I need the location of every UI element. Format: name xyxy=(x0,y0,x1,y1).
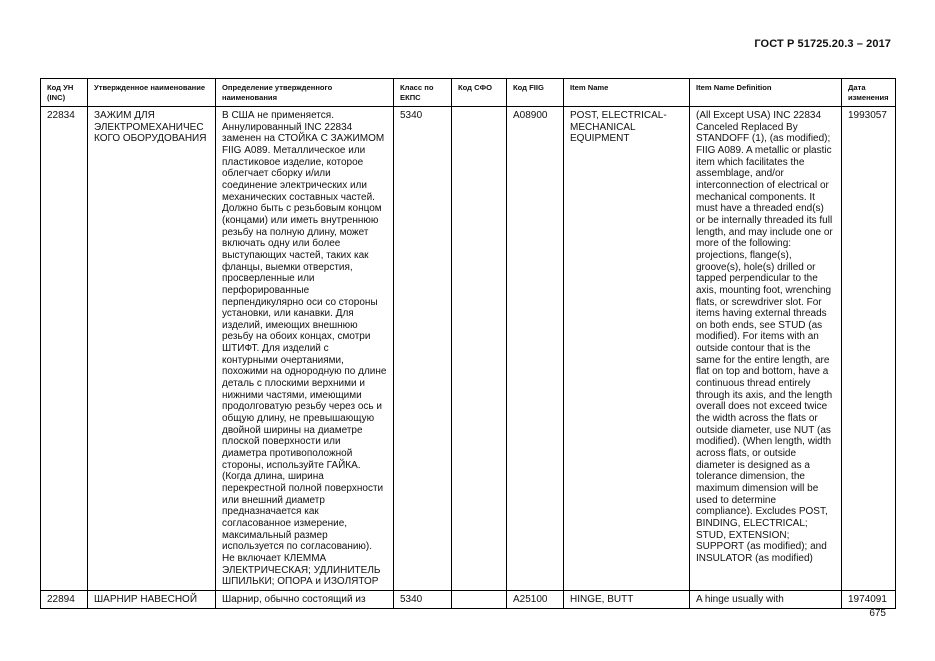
cell-fiig: A08900 xyxy=(507,107,564,591)
column-header-sfo: Код СФО xyxy=(452,79,507,107)
classification-table xyxy=(40,78,896,609)
column-header-code: Код УН (INC) xyxy=(41,79,88,107)
column-header-definition: Определение утвержденного наименования xyxy=(216,79,394,107)
cell-code: 22894 xyxy=(41,590,88,608)
cell-name: ШАРНИР НАВЕСНОЙ xyxy=(88,590,216,608)
cell-item-def: A hinge usually with xyxy=(690,590,842,608)
cell-sfo xyxy=(452,590,507,608)
column-header-item-name: Item Name xyxy=(564,79,690,107)
cell-date: 1974091 xyxy=(842,590,896,608)
page-number: 675 xyxy=(869,608,886,619)
table-row xyxy=(41,590,896,608)
cell-definition: В США не применяется. Аннулированный INC 22834 заменен на СТОЙКА С ЗАЖИМОМ FIIG А089. Металлическое или пластиковое изделие, которое облегчает сборку и/или соединение электрических или механических составных частей. Должно быть с резьбовым концом (концами) или иметь внутреннюю резьбу на полную длину, может включать одну или более выступающих частей, таких как фланцы, выемки отверстия, просверленные или перфорированные перпендикулярно оси со стороны установки, или канавки. Для изделий, имеющих внешнюю резьбу на обоих концах, смотри ШТИФТ. Для изделий с контурными очертаниями, похожими на однородную по длине деталь с плоскими верхними и нижними частями, имеющими продолговатую резьбу через ось и общую длину, не превышающую двойной ширины на диаметре плоской поверхности или диаметра противоположной стороны, используйте ГАЙКА. (Когда длина, ширина перекрестной полной поверхности или внешний диаметр предназначается как согласованное измерение, максимальный размер используется по согласованию). Не включает КЛЕММА ЭЛЕКТРИЧЕСКАЯ; УДЛИНИТЕЛЬ ШПИЛЬКИ; ОПОРА и ИЗОЛЯТОР xyxy=(216,107,394,591)
cell-sfo xyxy=(452,107,507,591)
cell-ekps: 5340 xyxy=(394,107,452,591)
column-header-fiig: Код FIIG xyxy=(507,79,564,107)
column-header-ekps: Класс по ЕКПС xyxy=(394,79,452,107)
cell-item-def: (All Except USA) INC 22834 Canceled Replaced By STANDOFF (1), (as modified); FIIG A089. A metallic or plastic item which facilitates the assemblage, and/or interconnection of electrical or mechanical components. It must have a threaded end(s) or be internally threaded its full length, and may include one or more of the following: projections, flange(s), groove(s), hole(s) drilled or tapped perpendicular to the axis, mounting foot, wrenching flats, or screwdriver slot. For items having external threads on both ends, see STUD (as modified). For items with an outside contour that is the same for the entire length, are flat on top and bottom, have a continuous thread entirely through its axis, and the length overall does not exceed twice the width across the flats or outside diameter, use NUT (as modified). (When length, width across flats, or outside diameter is designed as a tolerance dimension, the maximum dimension will be used to determine compliance). Excludes POST, BINDING, ELECTRICAL; STUD, EXTENSION; SUPPORT (as modified); and INSULATOR (as modified) xyxy=(690,107,842,591)
page-header: ГОСТ Р 51725.20.3 – 2017 xyxy=(754,38,891,50)
column-header-name: Утвержденное наименование xyxy=(88,79,216,107)
column-header-item-def: Item Name Definition xyxy=(690,79,842,107)
cell-fiig: A25100 xyxy=(507,590,564,608)
column-header-date: Дата изменения xyxy=(842,79,896,107)
cell-item-name: HINGE, BUTT xyxy=(564,590,690,608)
table-header-row xyxy=(41,79,896,107)
cell-ekps: 5340 xyxy=(394,590,452,608)
cell-item-name: POST, ELECTRICAL-MECHANICAL EQUIPMENT xyxy=(564,107,690,591)
cell-date: 1993057 xyxy=(842,107,896,591)
cell-code: 22834 xyxy=(41,107,88,591)
cell-name: ЗАЖИМ ДЛЯ ЭЛЕКТРОМЕХАНИЧЕС КОГО ОБОРУДОВАНИЯ xyxy=(88,107,216,591)
table-row xyxy=(41,107,896,591)
cell-definition: Шарнир, обычно состоящий из xyxy=(216,590,394,608)
